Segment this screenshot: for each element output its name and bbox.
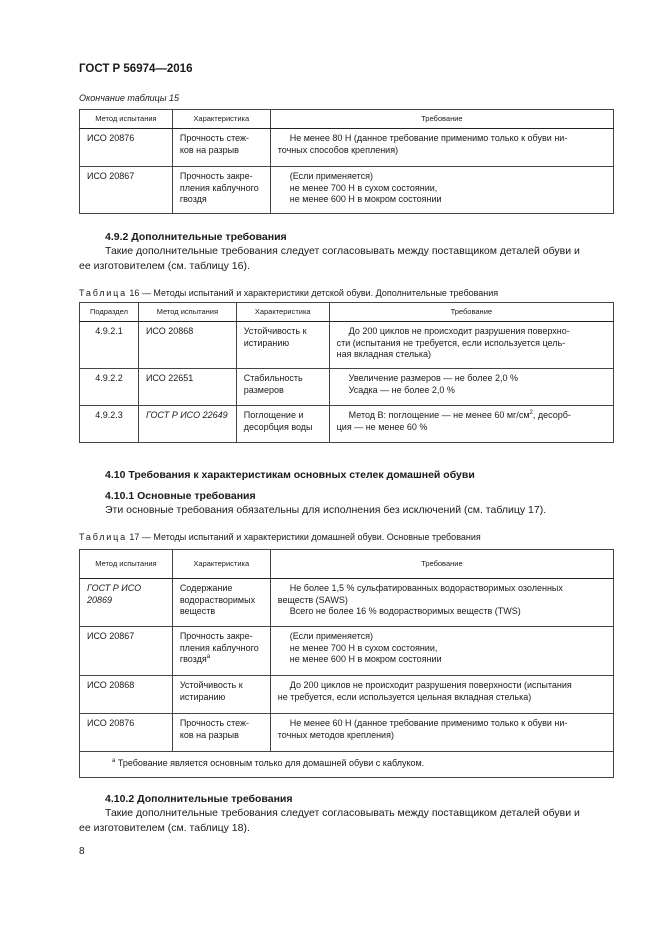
cell-line: точных способов крепления) [277,144,399,155]
cell-method: ГОСТ Р ИСО 22649 [138,406,236,443]
cell-line: ков на разрыв [179,729,239,740]
paragraph-line: Такие дополнительные требования следует согласовывать между поставщиком деталей обуви и [105,807,580,819]
caption-label: Таблица [79,288,127,298]
cell-line: сти (испытания не требуется, если используется цель- [336,337,566,348]
cell-requirement [270,579,613,627]
cell-line: Прочность закре- [179,171,253,181]
cell-subsection: 4.9.2.3 [80,406,139,443]
cell-line: Устойчивость к [179,680,243,690]
table-header-method: Метод испытания [80,550,173,579]
cell-line: Усадка — не более 2,0 % [348,384,455,395]
cell-method: ИСО 22651 [138,369,236,406]
caption-text: 17 — Методы испытаний и характеристики домашней обуви. Основные требования [129,532,481,542]
cell-line: До 200 циклов не происходит разрушения поверхности (испытания [289,680,572,690]
section-4-10-2-paragraph [79,806,614,836]
cell-line: Поглощение и [243,410,304,420]
cell-characteristic [236,406,329,443]
footnote-text: Требование является основным только для домашней обуви с каблуком. [117,758,425,768]
table-header-method: Метод испытания [80,110,173,129]
cell-line: ков на разрыв [179,144,239,155]
caption-text: 16 — Методы испытаний и характеристики детской обуви. Дополнительные требования [129,288,499,298]
cell-line: размеров [243,384,284,395]
table-row [80,714,614,752]
cell-line: ГОСТ Р ИСО [87,583,142,593]
cell-line: десорбция воды [243,421,313,432]
cell-line: 20869 [87,594,113,605]
table-header-requirement: Требование [270,550,613,579]
table-16 [79,302,614,443]
cell-line: пления каблучного [179,182,259,193]
cell-subsection: 4.9.2.1 [80,322,139,369]
cell-characteristic [236,369,329,406]
cell-line: ная вкладная стелька) [336,349,431,359]
table-row [80,129,614,167]
cell-line: истиранию [243,337,290,348]
table-17 [79,549,614,778]
cell-line: веществ [179,606,216,616]
cell-line: не менее 600 Н в мокром состоянии [289,654,442,664]
paragraph-line: ее изготовителем (см. таблицу 18). [79,822,250,834]
cell-requirement [270,129,613,167]
table-row [80,627,614,676]
cell-requirement [329,369,613,406]
section-heading-4-10: 4.10 Требования к характеристикам основных стелек домашней обуви [105,469,475,481]
cell-characteristic [172,714,270,752]
paragraph-line: ее изготовителем (см. таблицу 16). [79,260,250,272]
cell-text: , десорб- [532,410,571,420]
cell-method: ИСО 20876 [80,129,173,167]
table-row [80,167,614,214]
table-footnote-row [80,752,614,778]
cell-line: Прочность стеж- [179,133,250,143]
cell-method: ИСО 20867 [80,167,173,214]
section-4-9-2-paragraph [79,244,614,274]
cell-text: Метод В: поглощение — не менее 60 мг/см [348,410,530,420]
cell-method [80,579,173,627]
cell-line: истиранию [179,691,226,702]
cell-line: не менее 700 Н в сухом состоянии, [289,642,438,653]
superscript: 2 [529,410,533,416]
cell-characteristic [236,322,329,369]
cell-requirement [270,676,613,714]
cell-subsection: 4.9.2.2 [80,369,139,406]
section-heading-4-10-2: 4.10.2 Дополнительные требования [105,793,293,805]
table-header-subsection: Подраздел [80,303,139,322]
page-number: 8 [79,846,85,857]
cell-line: ция — не менее 60 % [336,421,428,432]
cell-characteristic [172,627,270,676]
table-header-characteristic: Характеристика [172,110,270,129]
table-row [80,406,614,443]
cell-line: Стабильность [243,373,303,383]
cell-line: Прочность стеж- [179,718,250,728]
cell-line: не менее 700 Н в сухом состоянии, [289,182,438,193]
section-heading-4-10-1: 4.10.1 Основные требования [105,490,256,502]
table-17-caption [79,532,481,542]
table-header-requirement: Требование [329,303,613,322]
cell-requirement [329,406,613,443]
table-row [80,369,614,406]
cell-characteristic [172,167,270,214]
cell-characteristic [172,676,270,714]
table-15-caption: Окончание таблицы 15 [79,93,179,103]
cell-requirement [270,714,613,752]
table-16-caption [79,288,498,298]
table-header-characteristic: Характеристика [236,303,329,322]
table-row [80,322,614,369]
document-title: ГОСТ Р 56974—2016 [79,63,193,75]
cell-method: ИСО 20867 [80,627,173,676]
cell-line: Не более 1,5 % сульфатированных водорастворимых озоленных [289,583,563,593]
cell-line: не требуется, если используется цельная вкладная стелька) [277,691,532,702]
table-footnote [80,752,614,778]
footnote-marker: a [112,758,116,764]
cell-line: не менее 600 Н в мокром состоянии [289,194,442,204]
cell-line: Увеличение размеров — не более 2,0 % [348,373,518,383]
cell-line: гвоздя [179,194,207,204]
footnote-marker: a [206,654,211,660]
table-header-characteristic: Характеристика [172,550,270,579]
caption-label: Таблица [79,532,127,542]
table-15 [79,109,614,214]
cell-method: ИСО 20876 [80,714,173,752]
table-header-method: Метод испытания [138,303,236,322]
cell-line: точных методов крепления) [277,729,394,740]
cell-line: веществ (SAWS) [277,594,348,605]
cell-requirement [270,627,613,676]
cell-line: Устойчивость к [243,326,307,336]
cell-line: Содержание [179,583,233,593]
cell-line: пления каблучного [179,642,259,653]
cell-line: (Если применяется) [289,631,374,641]
cell-line: водорастворимых [179,594,256,605]
section-heading-4-9-2: 4.9.2 Дополнительные требования [105,231,287,243]
cell-line: гвоздя [179,654,207,664]
table-row [80,676,614,714]
cell-requirement [329,322,613,369]
cell-characteristic [172,579,270,627]
section-4-10-1-paragraph: Эти основные требования обязательны для исполнения без исключений (см. таблицу 17). [105,504,547,516]
cell-line: Не менее 80 Н (данное требование применимо только к обуви ни- [289,133,568,143]
cell-line: До 200 циклов не происходит разрушения поверхно- [348,326,570,336]
cell-line: (Если применяется) [289,171,373,181]
cell-line: Всего не более 16 % водорастворимых веществ (TWS) [289,606,521,616]
cell-line [337,410,606,422]
cell-characteristic [172,129,270,167]
cell-requirement [270,167,613,214]
paragraph-line: Такие дополнительные требования следует согласовывать между поставщиком деталей обуви и [105,245,580,257]
table-row [80,579,614,627]
cell-method: ИСО 20868 [138,322,236,369]
table-header-requirement: Требование [270,110,613,129]
cell-method: ИСО 20868 [80,676,173,714]
cell-line: Не менее 60 Н (данное требование применимо только к обуви ни- [289,718,568,728]
cell-line: Прочность закре- [179,631,253,641]
